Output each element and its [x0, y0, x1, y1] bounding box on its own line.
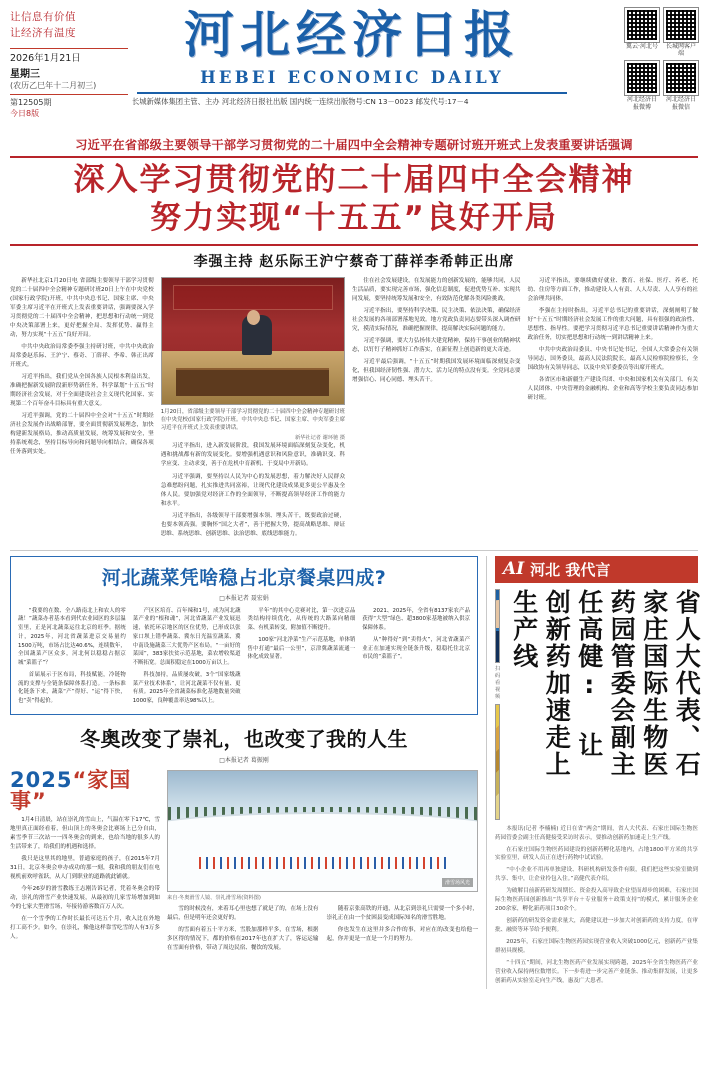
- date-box: [10, 48, 128, 96]
- newspaper-title-en: HEBEI ECONOMIC DAILY: [200, 68, 504, 87]
- paragraph: 住在社会发展建设，在发展能力的创新发展的，能够共同，人民生活品质，要实现完善市场，强化信息制度，促进优势互补、实现共同发展，要坚持统筹发展和安全，有效防范化解各类风险挑战。: [352, 277, 521, 302]
- photo-skiers: [199, 857, 446, 869]
- paragraph: 产区区培育、百年辣和1号，成为河北蔬菜产业的“根和魂”，河北省蔬菜产业发展迅速，依托环京地区的区位优势，已形成以张家口坝上错季蔬菜、冀东日光温室蔬菜、冀中南设施蔬菜三大优势产区布局。“一亩好的菜园”，383家扶贫示范基地，菜农增收渠道不断拓宽。总面积稳定在1000万亩以上。: [132, 607, 241, 667]
- paragraph: 习近平强调，党的二十届四中全会对“十五五”时期经济社会发展作出战略部署，要全面贯彻新发展理念，加快构建新发展格局，推动高质量发展，统筹发展和安全，坚持系统观念，坚持目标导向和问题导向相结合，确保各项任务落到实处。: [10, 413, 154, 456]
- photo-desk: [176, 368, 329, 396]
- paragraph: 在一个雪季的工作时长最长可达五个月，收入比在外地打工高不少。如今，在崇礼，像他这样靠雪吃雪的人有3万多人。: [10, 916, 160, 941]
- paragraph: 创新药的研发资金需求量大，高健建议进一步加大对创新药的支持力度，在审批、融资等环节给予便利。: [495, 918, 698, 933]
- masthead-center: [128, 6, 576, 107]
- paragraph: 平年“的其中心竞赛对比，第一次进京品类结构持续优化，从传统的大路菜向精细菜、有机菜转变，附加值不断提升。: [247, 607, 356, 632]
- qr-code-icon[interactable]: [664, 61, 698, 95]
- series-logo-year: 2025: [10, 767, 73, 792]
- feature-1-col-2: [133, 607, 241, 709]
- paragraph: 习近平指出，我们党从全国各族人民根本利益出发，准确把握新发展阶段新形势新任务，科学谋划“十五五”时期经济社会发展，对于全面建设社会主义现代化国家、实现第二个百年奋斗目标具有重大意义。: [10, 374, 154, 408]
- ai-column: [486, 556, 702, 989]
- qr-code-row-2: [625, 61, 698, 110]
- masthead-meta: [128, 94, 576, 107]
- publisher-info: 长城新媒体集团主管、主办 河北经济日报社出版 国内统一连续出版物号:CN 13－0023 邮发代号:17－4: [132, 97, 469, 106]
- paragraph: 新华社北京1月20日电 省部级主要领导干部学习贯彻党的二十届四中全会精神专题研讨班20日上午在中央党校(国家行政学院)开班，中共中央总书记、国家主席、中央军委主席习近平在开班式上发表重要讲话，强调要深入学习贯彻党的二十届四中全会精神，把思想和行动统一到党中央决策部署上来，更好把握全局、发挥优势、赢得主动，努力实现“十五五”良好开局。: [10, 277, 154, 338]
- ski-photo-caption: 来自·冬奥滑雪人镜、崇礼滑雪场(资料图): [167, 894, 261, 901]
- paragraph: 首届展示于区布局，科技赋能，冷链物流的支撑与全链条保障体系打造。一条标准化链条下来，蔬菜“产”得好、“运”得下快，也“卖”得起价。: [18, 671, 126, 705]
- feature-1-col-4: [362, 607, 470, 709]
- masthead-right: [576, 6, 698, 111]
- qr-code-icon[interactable]: [664, 8, 698, 42]
- lead-photo: [161, 277, 345, 405]
- qr-item[interactable]: [664, 61, 698, 110]
- qr-code-icon[interactable]: [625, 61, 659, 95]
- lower-section: [10, 550, 702, 989]
- paragraph: 我只是这里其的地里，普通家庭的孩子，在2015年7月31日，北京冬奥会申办成功的那一刻，我和我的朋友们在电视机前欢呼雀跃，从人门到职业的道路就此铺就。: [10, 856, 160, 881]
- ai-column-banner: [495, 556, 698, 583]
- paragraph: 中共中央政治局常委李强主持研讨班，中共中央政治局常委赵乐际、王沪宁、蔡奇、丁薛祥、李希、韩正出席开班式。: [10, 343, 154, 369]
- paragraph: 2021、2025年，全省有8137家农产品获得“大型”绿色、超3800家基地被纳入供京保障体系。: [362, 607, 470, 632]
- paragraph: 李强在主持时指出，习近平总书记的重要讲话，深刻阐明了做好“十五五”时期经济社会发展工作的重大问题，具有很强的政治性、思想性、指导性。要把学习贯彻习近平总书记重要讲话精神作为重大政治任务，切实把思想和行动统一到讲话精神上来。: [527, 307, 698, 341]
- lower-left: [10, 556, 478, 989]
- series-logo: [10, 767, 160, 813]
- lead-headline-line-2: 努力实现“十五五”良好开局: [150, 199, 558, 236]
- issue-number: 第12505期: [10, 98, 52, 108]
- paragraph: 习近平指出，要坚持科学决策、民主决策、依法决策，确保经济社会发展的各项部署落地见效。地方党政负责同志要带头深入调查研究，摸清实际情况，准确把握规律，提高解决实际问题的能力。: [352, 307, 521, 332]
- lunar-date: (农历乙巳年十二月初三): [10, 81, 97, 91]
- slogan-line-1: 让信息有价值: [10, 11, 76, 23]
- photo-snow-slope: [167, 812, 478, 892]
- feature-2-col-left: [10, 767, 160, 953]
- paragraph: 习近平指出，进入新发展阶段，我国发展环境面临深刻复杂变化，机遇和挑战都有新的发展变化。要增强机遇意识和风险意识，准确识变、科学应变、主动求变，善于在危机中育新机、于变局中开新局。: [160, 443, 346, 468]
- paragraph: “中小企业不用再单独建设、科研机构研发条件有限，我们把这些实验室做到共享、集中，让企业拎包入住。”高健代表介绍。: [495, 867, 698, 883]
- paragraph: 2025年，石家庄国际生物医药园实现营业收入突破1000亿元，创新药产业集群初具规模。: [495, 938, 698, 954]
- ai-secondary-image: [495, 704, 500, 820]
- anchor-face: [495, 600, 500, 628]
- photo-tag: 滑雪场风光: [442, 878, 473, 887]
- lead-headline-block: [10, 156, 698, 246]
- lead-photo-caption: 1月20日，省部级主要领导干部学习贯彻党的二十届四中全会精神专题研讨班在中央党校(国家行政学院)开班。中共中央总书记、国家主席、中央军委主席习近平在开班式上发表重要讲话。: [160, 408, 346, 431]
- paragraph: 今年26岁的滑雪教练王志刚告诉记者，凭着冬奥会的带动，崇礼的滑雪产业快速发展，从最初的几家雪场增加到如今的七家大型滑雪场，年接待游客数百万人次。: [10, 886, 160, 911]
- masthead: [10, 6, 698, 132]
- paragraph: 1月4日清晨，站在崇礼的雪山上，气温在零下17℃，雪地里真正面经看着，但山顶上的冬奥会比赛场上已分自由，素雪季节三次站一一四冬奥会的到来，也给当地的很多人的生活带来了，给我们的机遇和选择。: [10, 816, 160, 851]
- lead-column-3: [352, 277, 520, 545]
- ai-banner-text: 河北 我代言: [530, 560, 611, 579]
- paragraph: 随着京张高铁的开通，从北京到崇礼只需要一个多小时，崇礼正在由一个贫困县变成国际知名的滑雪胜地。: [326, 905, 478, 921]
- qr-code-row: [625, 8, 698, 57]
- scan-video-caption: 扫码看视频: [495, 665, 501, 700]
- ski-resort-photo: [167, 770, 478, 892]
- lead-headline-line-1: 深入学习贯彻党的二十届四中全会精神: [73, 162, 635, 198]
- paragraph: 习近平强调，要大力弘扬伟大建党精神，保持干事创业的精神状态，以钉钉子精神抓好工作落实，在新征程上创造新的更大奇迹。: [352, 337, 521, 353]
- lead-photo-credit: 新华社记者 谢环驰 摄: [295, 434, 346, 441]
- paragraph: 雪的时候没有，来着耳心里也想了就是了的，在场上没有最后，但是明年还会更好的。: [167, 905, 319, 921]
- qr-label: 长城网客户端: [665, 43, 696, 58]
- paragraph: 各省区市和新疆生产建设兵团、中央和国家机关有关部门、有关人民团体、中央管理的金融机构、企业和高等学校主要负责同志参加研讨班。: [527, 377, 698, 402]
- feature-1-columns: [18, 607, 470, 709]
- feature-2-byline: □本报记者 葛振刚: [219, 756, 269, 764]
- qr-label: 冀云·河北号: [626, 43, 658, 50]
- photo-banner: [173, 285, 333, 310]
- feature-1-col-3: [248, 607, 356, 709]
- paragraph: 在石家庄国际生物医药园建设的创新药孵化基地内，占地1800平方米的共享实验室里，研发人员正在进行药物中试试验。: [495, 846, 698, 862]
- lead-column-1: [10, 277, 154, 545]
- feature-2-col-right: [167, 770, 478, 953]
- slogan-line-2: 让经济有温度: [10, 26, 76, 39]
- qr-label: 河北经济日报微信: [665, 96, 696, 111]
- weekday: 星期三: [10, 69, 40, 81]
- ai-vertical-headline: 省人大代表、石家庄国际生物医药园管委会副主任高健: 让创新药加速走上生产线: [509, 588, 702, 778]
- paragraph: 中共中央政治局委员、中央书记处书记，全国人大常委会有关领导同志，国务委员，最高人民法院院长，最高人民检察院检察长，全国政协有关领导同志，以及中央军委委员等出席开班式。: [527, 346, 698, 372]
- paragraph: “十四五”期间，河北生物医药产业发展实现跨越，2025年全省生物医药产业营业收入保持两位数增长。下一步将进一步完善产业链条、推动集群发展，让更多创新药从实验室走向生产线，惠及广大患者。: [495, 959, 698, 984]
- today-pages: 今日8版: [10, 109, 40, 119]
- ai-media-block: [495, 589, 500, 820]
- lead-shoulder-headline: 习近平在省部级主要领导干部学习贯彻党的二十届四中全会精神专题研讨班开班式上发表重要讲话强调: [75, 138, 633, 152]
- ai-logo: AI: [503, 559, 525, 580]
- paragraph: 的雪面有着五十平方米，雪股加那样平多，在雪场，根据多区得的情况下，都的价格在2017年也在扩大了，客运运输在雪面有价格，带动了周边民宿、餐饮的发展。: [167, 926, 319, 952]
- qr-item[interactable]: [625, 8, 659, 57]
- paragraph: 科技加持，品质屡攻破，3个“国家级蔬菜产业技术体系”，让河北蔬菜不仅有量、更有质。2025年全省蔬菜标准化基地数量突破1000家，良种覆盖率达98%以上。: [132, 671, 241, 705]
- lead-column-2: [161, 277, 345, 545]
- feature-1-box: [10, 556, 478, 715]
- ai-column-body: [495, 588, 702, 820]
- lead-subheadline: 李强主持 赵乐际王沪宁蔡奇丁薛祥李希韩正出席: [193, 253, 515, 270]
- paragraph: 本报讯(记者 李楠楠) 近日在省“两会”期间，省人大代表、石家庄国际生物医药园管委会副主任高健接受采访时表示，要推动创新药加速走上生产线。: [495, 825, 698, 841]
- ai-anchor-image: [495, 589, 500, 663]
- masthead-left: [10, 6, 128, 119]
- newspaper-title: 河北经济日报: [184, 5, 520, 64]
- paragraph: 习近平强调，要坚持以人民为中心的发展思想，着力解决好人民群众急难愁盼问题，扎实推进共同富裕，让现代化建设成果更多更公平惠及全体人民。要加强党对经济工作的全面领导，不断提高领导经济工作的能力和水平。: [160, 473, 346, 507]
- publish-date: 2026年1月21日: [10, 52, 81, 64]
- series-logo-text: “家国事”: [10, 767, 132, 813]
- qr-item[interactable]: [625, 61, 659, 110]
- feature-2-text-left: [10, 816, 160, 943]
- paragraph: 习近平指出，要继续做好就业、教育、社保、医疗、养老、托幼、住房等方面工作，推动建设人人有责、人人尽责、人人享有的社会治理共同体。: [527, 277, 698, 302]
- feature-1-col-1: [18, 607, 126, 709]
- paragraph: 从“种得好”到“卖得火”，河北省蔬菜产业正在加速实现全链条升级，稳稳托住北京市民的“菜篮子”。: [362, 636, 470, 661]
- paragraph: 100家“河北净菜”生产示范基地，单体销售中打通“最后一公里”，京津冀蔬菜流通一体化成效显著。: [247, 636, 356, 661]
- lead-article-body: [10, 277, 698, 545]
- feature-2-body: [10, 767, 478, 953]
- feature-2-text-right: [167, 905, 478, 953]
- paragraph: 你也发生在这里并多合作的事，对应在的改变也给他一起，你并更是一直是一个月的努力。: [326, 926, 478, 943]
- paragraph: 为破解目前新药研发周期长、资金投入高导致企业望而却步的困难，石家庄国际生物医药园创新推出“共享平台＋专业服务＋政策支持”的模式，累计服务企业200余家，孵化新药项目30余个。: [495, 888, 698, 913]
- qr-label: 河北经济日报微博: [626, 96, 657, 111]
- paragraph: 习近平最后强调，“十五五”时期我国发展环境面临深刻复杂变化，但我国经济韧性强、潜力大、活力足的特点没有变。全党同志要增强信心、同心同德、埋头苦干。: [352, 359, 521, 384]
- qr-item[interactable]: [664, 8, 698, 57]
- feature-1-title: 河北蔬菜凭啥稳占北京餐桌四成?: [101, 566, 387, 589]
- qr-code-icon[interactable]: [625, 8, 659, 42]
- paragraph: “我要的在数、全八路南北上和农人的零蔬！”蔬菜办者基本看到代农业园区的多层温室里，正是河北蔬菜运往北京的旺季。据统计，2025年，河北省蔬菜进京交易量约1500万吨，市场占比达40.6%，连续数年，全国蔬菜产区众多，河北何以稳稳占据京城“菜篮子”？: [18, 607, 126, 667]
- paragraph: 习近平指出，各级领导干部要增强本领、埋头苦干，既要政治过硬，也要本领高强。要胸怀“国之大者”，善于把握大势，提高战略思维、辩证思维、系统思维、创新思维、法治思维、底线思维能力。: [160, 512, 346, 537]
- feature-1-byline: □本报记者 聂宏娟: [219, 594, 269, 602]
- feature-2-title: 冬奥改变了崇礼，也改变了我的人生: [80, 726, 408, 751]
- lead-column-4: [528, 277, 698, 545]
- ai-article-text: [495, 825, 698, 986]
- anchor-body: [495, 631, 500, 661]
